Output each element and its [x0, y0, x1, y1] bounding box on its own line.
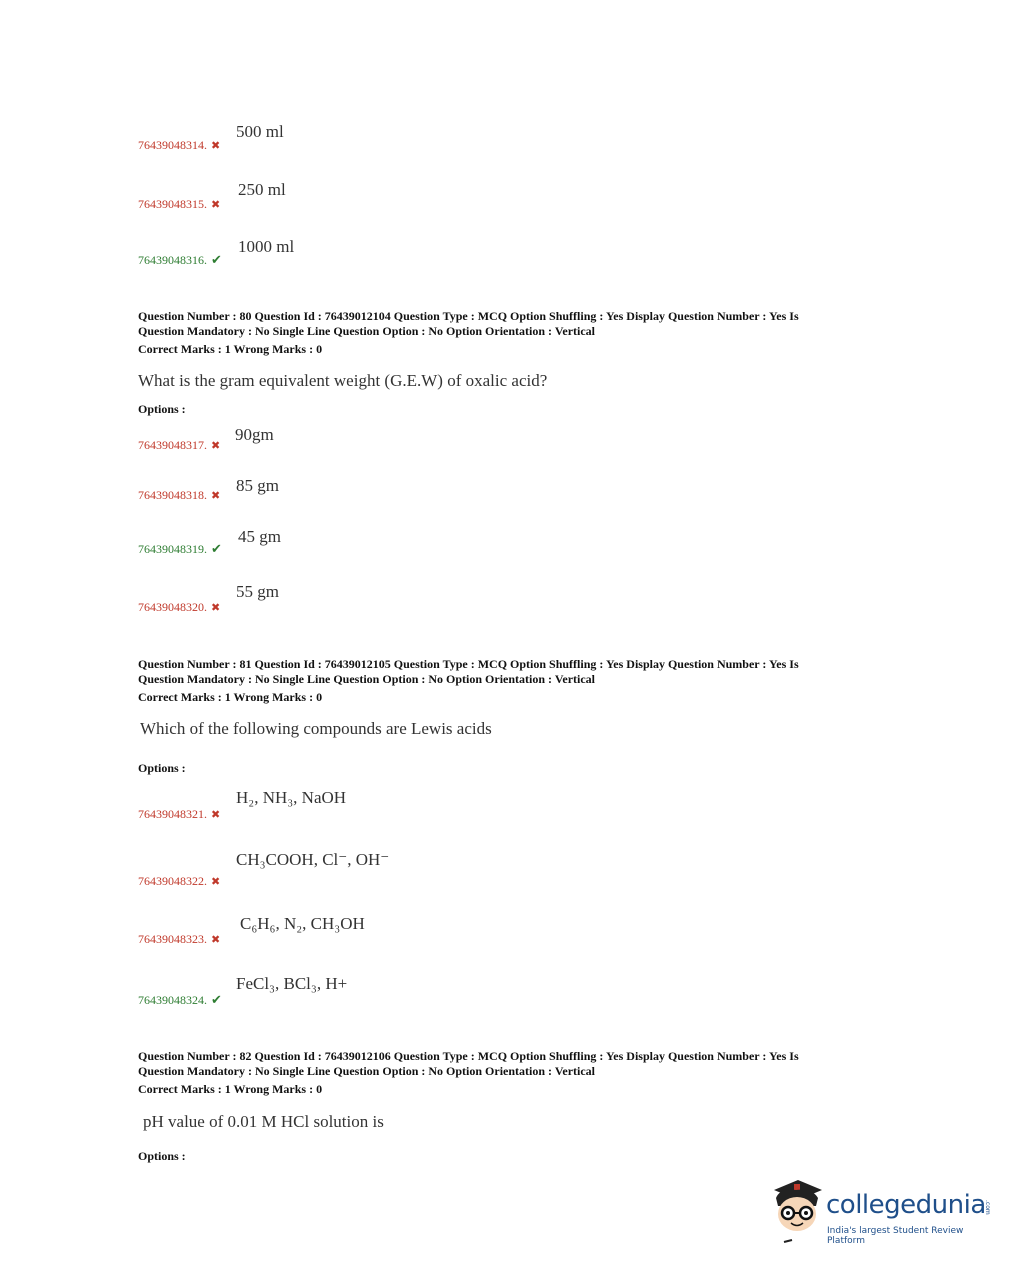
- question-marks: Correct Marks : 1 Wrong Marks : 0: [138, 690, 323, 704]
- question-meta: Question Number : 80 Question Id : 76439012104 Question Type : MCQ Option Shuffling : Yes Display Question Number : Yes Is Question Mandatory : No Single Line Question Option : No Option Orientation : Vertical Correct Marks : 1 Wrong Marks : 0: [138, 309, 898, 357]
- option-text: 55 gm: [236, 582, 279, 601]
- cross-mark-icon: ✖: [211, 934, 221, 946]
- logo-tagline: India's largest Student Review Platform: [827, 1226, 964, 1246]
- option-text: 45 gm: [238, 527, 281, 546]
- option-text: C₆H₆, N₂, CH₃OH: [240, 914, 365, 933]
- question-marks: Correct Marks : 1 Wrong Marks : 0: [138, 342, 323, 356]
- cross-mark-icon: ✖: [211, 602, 221, 614]
- option-id: 76439048316. ✔: [138, 252, 222, 267]
- option-id: 76439048324. ✔: [138, 992, 222, 1007]
- option-text: 90gm: [235, 425, 274, 444]
- option-text: FeCl₃, BCl₃, H+: [236, 974, 348, 993]
- option-id: 76439048322. ✖: [138, 874, 221, 888]
- option-text: CH₃COOH, Cl⁻, OH⁻: [236, 850, 390, 869]
- cross-mark-icon: ✖: [211, 490, 221, 502]
- option-text: 250 ml: [238, 180, 286, 199]
- option-id: 76439048319. ✔: [138, 541, 222, 556]
- question-text: pH value of 0.01 M HCl solution is: [143, 1112, 384, 1131]
- question-text: Which of the following compounds are Lewis acids: [140, 719, 492, 738]
- option-text: 85 gm: [236, 476, 279, 495]
- option-text: H₂, NH₃, NaOH: [236, 788, 347, 807]
- logo-suffix: .com: [984, 1200, 991, 1215]
- check-mark-icon: ✔: [211, 992, 222, 1007]
- cross-mark-icon: ✖: [211, 199, 221, 211]
- option-id: 76439048314. ✖: [138, 138, 221, 152]
- check-mark-icon: ✔: [211, 252, 222, 267]
- question-text: What is the gram equivalent weight (G.E.W) of oxalic acid?: [138, 371, 548, 390]
- option-id: 76439048321. ✖: [138, 807, 221, 821]
- option-id: 76439048317. ✖: [138, 438, 221, 452]
- cross-mark-icon: ✖: [211, 809, 221, 821]
- collegedunia-logo: [766, 1176, 996, 1246]
- option-id: 76439048320. ✖: [138, 600, 221, 614]
- option-id: 76439048318. ✖: [138, 488, 221, 502]
- cross-mark-icon: ✖: [211, 440, 221, 452]
- cross-mark-icon: ✖: [211, 876, 221, 888]
- options-label: Options :: [138, 402, 186, 416]
- option-text: 1000 ml: [238, 237, 295, 256]
- option-id: 76439048323. ✖: [138, 932, 221, 946]
- options-label: Options :: [138, 761, 186, 775]
- option-id: 76439048315. ✖: [138, 197, 221, 211]
- logo-wordmark: collegedunia: [826, 1190, 986, 1220]
- check-mark-icon: ✔: [211, 541, 222, 556]
- question-meta: Question Number : 82 Question Id : 76439012106 Question Type : MCQ Option Shuffling : Yes Display Question Number : Yes Is Question Mandatory : No Single Line Question Option : No Option Orientation : Vertical Correct Marks : 1 Wrong Marks : 0: [138, 1049, 898, 1097]
- question-meta: Question Number : 81 Question Id : 76439012105 Question Type : MCQ Option Shuffling : Yes Display Question Number : Yes Is Question Mandatory : No Single Line Question Option : No Option Orientation : Vertical Correct Marks : 1 Wrong Marks : 0: [138, 657, 898, 705]
- mascot-icon: [766, 1176, 826, 1246]
- cross-mark-icon: ✖: [211, 140, 221, 152]
- option-text: 500 ml: [236, 122, 284, 141]
- options-label: Options :: [138, 1149, 186, 1163]
- question-marks: Correct Marks : 1 Wrong Marks : 0: [138, 1082, 323, 1096]
